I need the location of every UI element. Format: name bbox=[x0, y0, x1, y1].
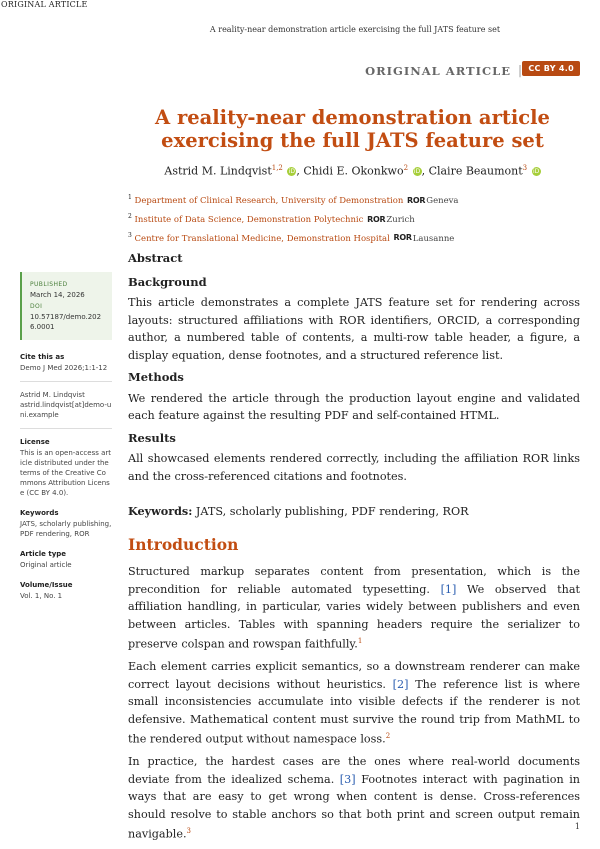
background-text: This article demonstrates a complete JATS feature set for rendering across layouts: structured affiliations with ROR identifiers, ORCID, a corresponding author, a numbered table of contents, a multi-row table header, a figure, a display equation, dense footnotes, and a structured reference list. bbox=[128, 296, 580, 362]
paragraph-text: Each element carries explicit semantics, so a downstream renderer can make correct layout decisions without heuristics. bbox=[128, 660, 580, 691]
author-name[interactable]: Claire Beaumont bbox=[428, 164, 523, 178]
publication-info-box bbox=[20, 272, 112, 340]
keywords-text: JATS, scholarly publishing, PDF rendering, ROR bbox=[195, 505, 469, 518]
keywords-value: JATS, scholarly publishing, PDF rendering, ROR bbox=[20, 520, 112, 538]
license-section bbox=[20, 437, 112, 498]
footnote-ref[interactable]: 2 bbox=[385, 732, 391, 741]
running-title: A reality-near demonstration article exercising the full JATS feature set bbox=[209, 25, 501, 34]
author-name[interactable]: Chidi E. Okonkwo bbox=[303, 164, 404, 178]
affiliation-item bbox=[128, 209, 458, 228]
affiliation-link[interactable]: Centre for Translational Medicine, Demonstration Hospital bbox=[134, 233, 390, 244]
keywords-label: Keywords: bbox=[128, 504, 193, 518]
paragraph-text: Footnotes interact with pagination in ways that are easy to get wrong when content is dense. Cross-references should resolve to stable anchors so that both print and screen output remain navigable. bbox=[128, 772, 580, 842]
article-type-label: Article type bbox=[20, 550, 67, 558]
cite-section bbox=[20, 352, 112, 382]
doi-label: DOI bbox=[30, 303, 43, 310]
orcid-icon[interactable]: iD bbox=[288, 168, 296, 176]
affiliation-city: Zurich bbox=[386, 214, 415, 225]
corresponding-author-section bbox=[20, 390, 112, 429]
affiliation-number: 1 bbox=[128, 194, 132, 201]
orcid-icon[interactable]: iD bbox=[413, 168, 421, 176]
methods-text: We rendered the article through the production layout engine and validated each feature against the resulting PDF and self-contained HTML. bbox=[128, 391, 580, 422]
abstract-heading: Abstract bbox=[128, 251, 183, 265]
affiliation-link[interactable]: Institute of Data Science, Demonstration Polytechnic bbox=[134, 214, 364, 225]
affiliation-number: 3 bbox=[128, 231, 132, 239]
keywords-section bbox=[20, 508, 112, 539]
paragraph-text: In practice, the hardest cases are the ones where real-world documents deviate from the idealized schema. bbox=[128, 755, 580, 786]
intro-paragraph bbox=[128, 658, 580, 748]
corresponding-author-name: Astrid M. Lindqvist bbox=[20, 391, 85, 399]
doi-link[interactable]: 10.57187/demo.2026.0001 bbox=[30, 313, 102, 331]
article-type-section bbox=[20, 549, 112, 570]
ror-icon[interactable]: ROR bbox=[407, 195, 426, 205]
author-list: Astrid M. Lindqvist$^{1,2}$ iD, Chidi E. Okonkwo$^2$ iD, Claire Beaumont$^3$ iD bbox=[164, 164, 540, 178]
paragraph-text: The reference list is where small inconsistencies accumulate into visible defects if the renderer is not defensive. Mathematical content must survive the round trip from MathML to the rendered output without namespace loss. bbox=[128, 677, 581, 746]
affiliation-item bbox=[128, 190, 458, 209]
citation-link[interactable]: [1] bbox=[440, 582, 457, 596]
affiliation-city: Geneva bbox=[426, 195, 459, 206]
published-date: March 14, 2026 bbox=[30, 291, 85, 299]
corner-label: ORIGINAL ARTICLE bbox=[1, 0, 88, 9]
author-affil-sup: 2 bbox=[403, 164, 409, 172]
ror-icon[interactable]: ROR bbox=[393, 233, 412, 243]
article-sidebar bbox=[20, 272, 112, 611]
intro-paragraph bbox=[128, 753, 580, 843]
article-type-label: ORIGINAL ARTICLE bbox=[365, 64, 511, 78]
license-text: This is an open-access article distributed under the terms of the Creative Commons Attribution License (CC BY 4.0). bbox=[20, 449, 112, 497]
cite-value: Demo J Med 2026;1:1-12 bbox=[20, 364, 108, 372]
author-affil-sup: 3 bbox=[522, 164, 528, 172]
affiliation-link[interactable]: Department of Clinical Research, University of Demonstration bbox=[134, 195, 404, 206]
volume-value: Vol. 1, No. 1 bbox=[20, 592, 63, 600]
license-label: License bbox=[20, 438, 50, 446]
page-number: 1 bbox=[574, 822, 580, 831]
ror-icon[interactable]: ROR bbox=[367, 214, 386, 224]
license-badge[interactable]: CC BY 4.0 bbox=[522, 61, 580, 76]
header-separator: | bbox=[517, 63, 522, 77]
methods-heading: Methods bbox=[128, 370, 184, 384]
published-label: PUBLISHED bbox=[30, 281, 68, 288]
background-heading: Background bbox=[128, 274, 207, 289]
footnote-ref[interactable]: 1 bbox=[357, 637, 363, 645]
volume-label: Volume/Issue bbox=[20, 581, 73, 589]
citation-link[interactable]: [3] bbox=[339, 772, 356, 786]
cite-label: Cite this as bbox=[20, 353, 65, 361]
orcid-icon[interactable]: iD bbox=[532, 168, 540, 176]
intro-paragraph bbox=[128, 563, 580, 653]
paragraph-text: Structured markup separates content from presentation, which is the precondition for reliable automated typesetting. bbox=[128, 565, 580, 596]
footnote-ref[interactable]: 3 bbox=[186, 827, 191, 836]
article-type-value: Original article bbox=[20, 561, 72, 569]
keywords-label: Keywords bbox=[20, 509, 59, 517]
affiliation-list bbox=[128, 190, 458, 246]
affiliation-city: Lausanne bbox=[412, 233, 455, 244]
author-name[interactable]: Astrid M. Lindqvist bbox=[164, 164, 272, 178]
author-affil-sup: 1,2 bbox=[271, 164, 283, 172]
affiliation-item bbox=[128, 228, 458, 247]
corresponding-author-email[interactable]: astrid.lindqvist[at]demo-uni.example bbox=[20, 401, 112, 419]
keywords-line bbox=[128, 503, 580, 521]
citation-link[interactable]: [2] bbox=[392, 677, 409, 691]
volume-section bbox=[20, 580, 112, 601]
introduction-heading: Introduction bbox=[128, 534, 239, 554]
article-title: A reality-near demonstration article exercising the full JATS feature set bbox=[155, 106, 550, 152]
paragraph-text: We observed that affiliation handling, in particular, varies widely between publishers and even between articles. Tables with spanning headers require the serializer to preserve colspan and rowspan faithfully. bbox=[128, 582, 580, 651]
results-text: All showcased elements rendered correctly, including the affiliation ROR links and the cross-referenced citations and footnotes. bbox=[128, 452, 580, 483]
results-heading: Results bbox=[128, 430, 176, 445]
affiliation-number: 2 bbox=[128, 212, 132, 220]
article-body bbox=[128, 248, 580, 849]
